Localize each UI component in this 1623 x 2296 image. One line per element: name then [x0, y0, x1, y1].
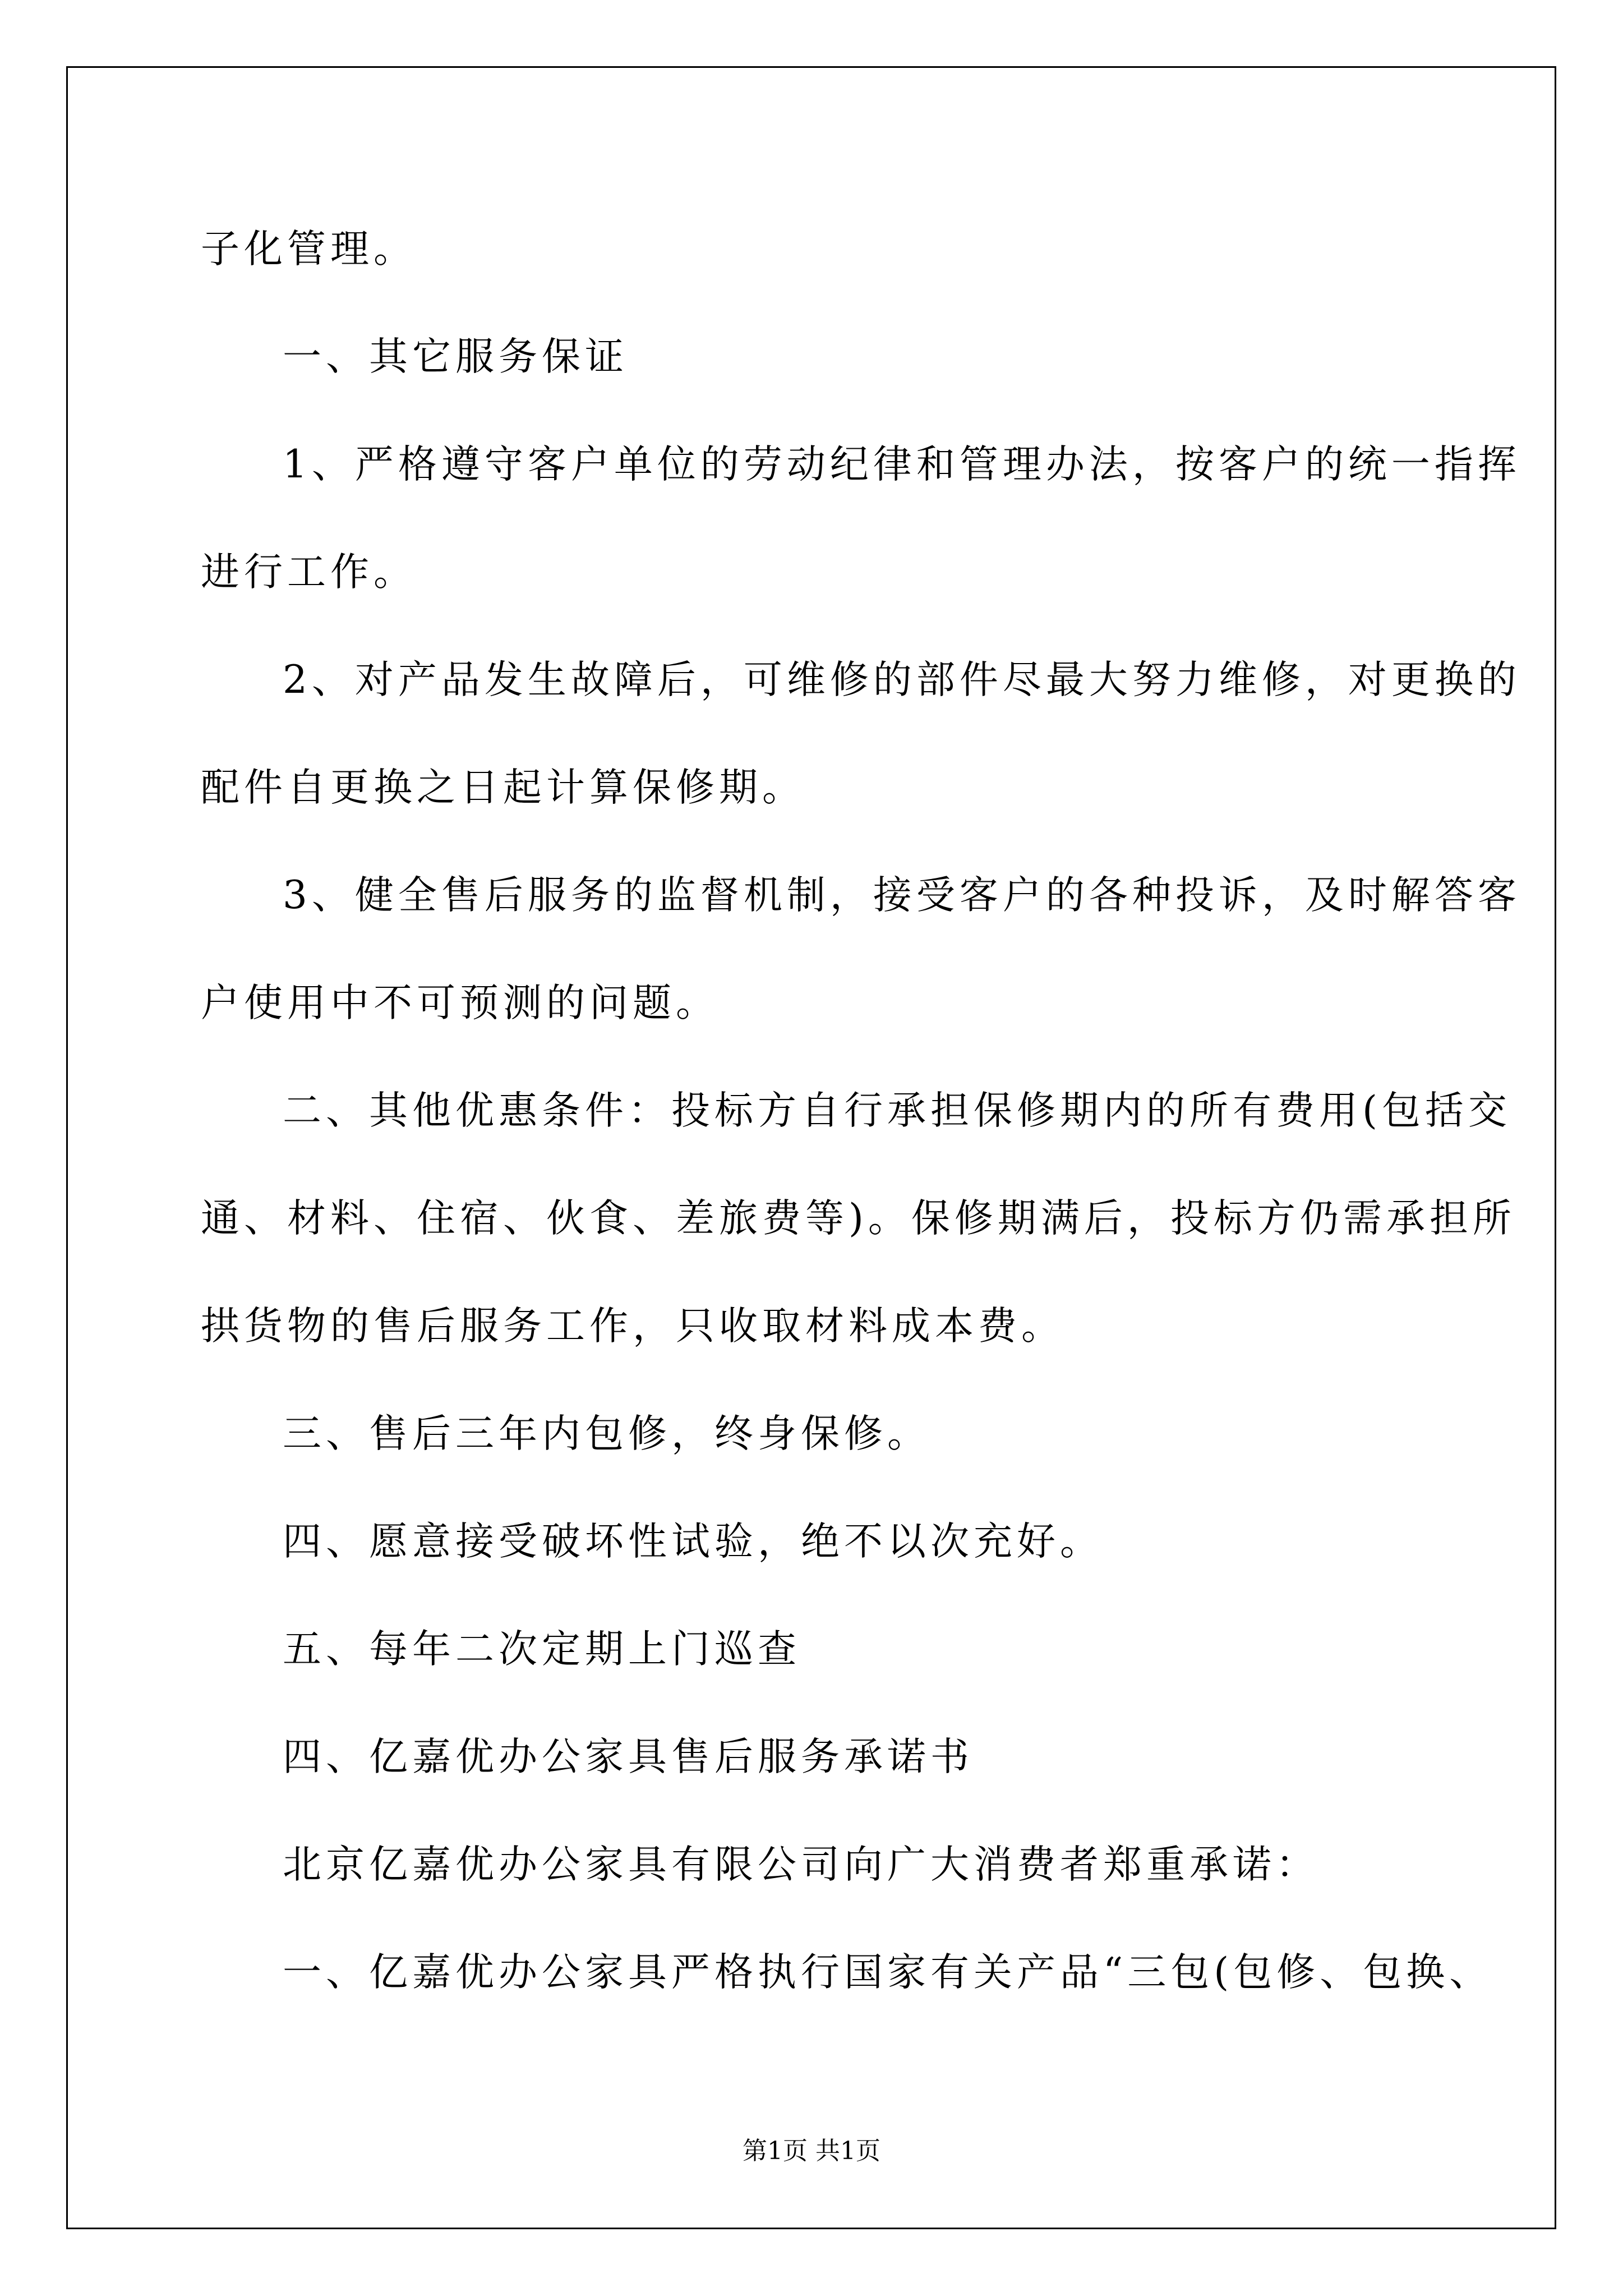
text-line: 1、严格遵守客户单位的劳动纪律和管理办法，按客户的统一指挥 — [283, 442, 1521, 487]
text-line: 3、健全售后服务的监督机制，接受客户的各种投诉，及时解答客 — [283, 873, 1521, 918]
page-border — [66, 66, 1556, 2229]
text-line: 通、材料、住宿、伙食、差旅费等)。保修期满后，投标方仍需承担所 — [201, 1196, 1516, 1241]
text-line: 四、愿意接受破坏性试验，绝不以次充好。 — [283, 1519, 1103, 1564]
page-footer: 第1页 共1页 — [743, 2137, 880, 2165]
text-line: 二、其他优惠条件：投标方自行承担保修期内的所有费用(包括交 — [283, 1088, 1511, 1133]
text-line: 配件自更换之日起计算保修期。 — [201, 765, 805, 810]
text-line: 北京亿嘉优办公家具有限公司向广大消费者郑重承诺： — [283, 1842, 1319, 1887]
text-line: 三、售后三年内包修，终身保修。 — [283, 1411, 930, 1456]
text-line: 五、每年二次定期上门巡查 — [283, 1627, 801, 1672]
section-heading: 四、亿嘉优办公家具售后服务承诺书 — [283, 1734, 974, 1779]
section-heading: 一、其它服务保证 — [283, 334, 628, 379]
text-line: 一、亿嘉优办公家具严格执行国家有关产品“三包(包修、包换、 — [283, 1950, 1493, 1995]
text-line: 2、对产品发生故障后，可维修的部件尽最大努力维修，对更换的 — [283, 657, 1521, 702]
text-line: 进行工作。 — [201, 550, 417, 595]
text-line: 拱货物的售后服务工作，只收取材料成本费。 — [201, 1304, 1064, 1349]
text-line: 子化管理。 — [201, 227, 417, 272]
text-line: 户使用中不可预测的问题。 — [201, 981, 719, 1025]
